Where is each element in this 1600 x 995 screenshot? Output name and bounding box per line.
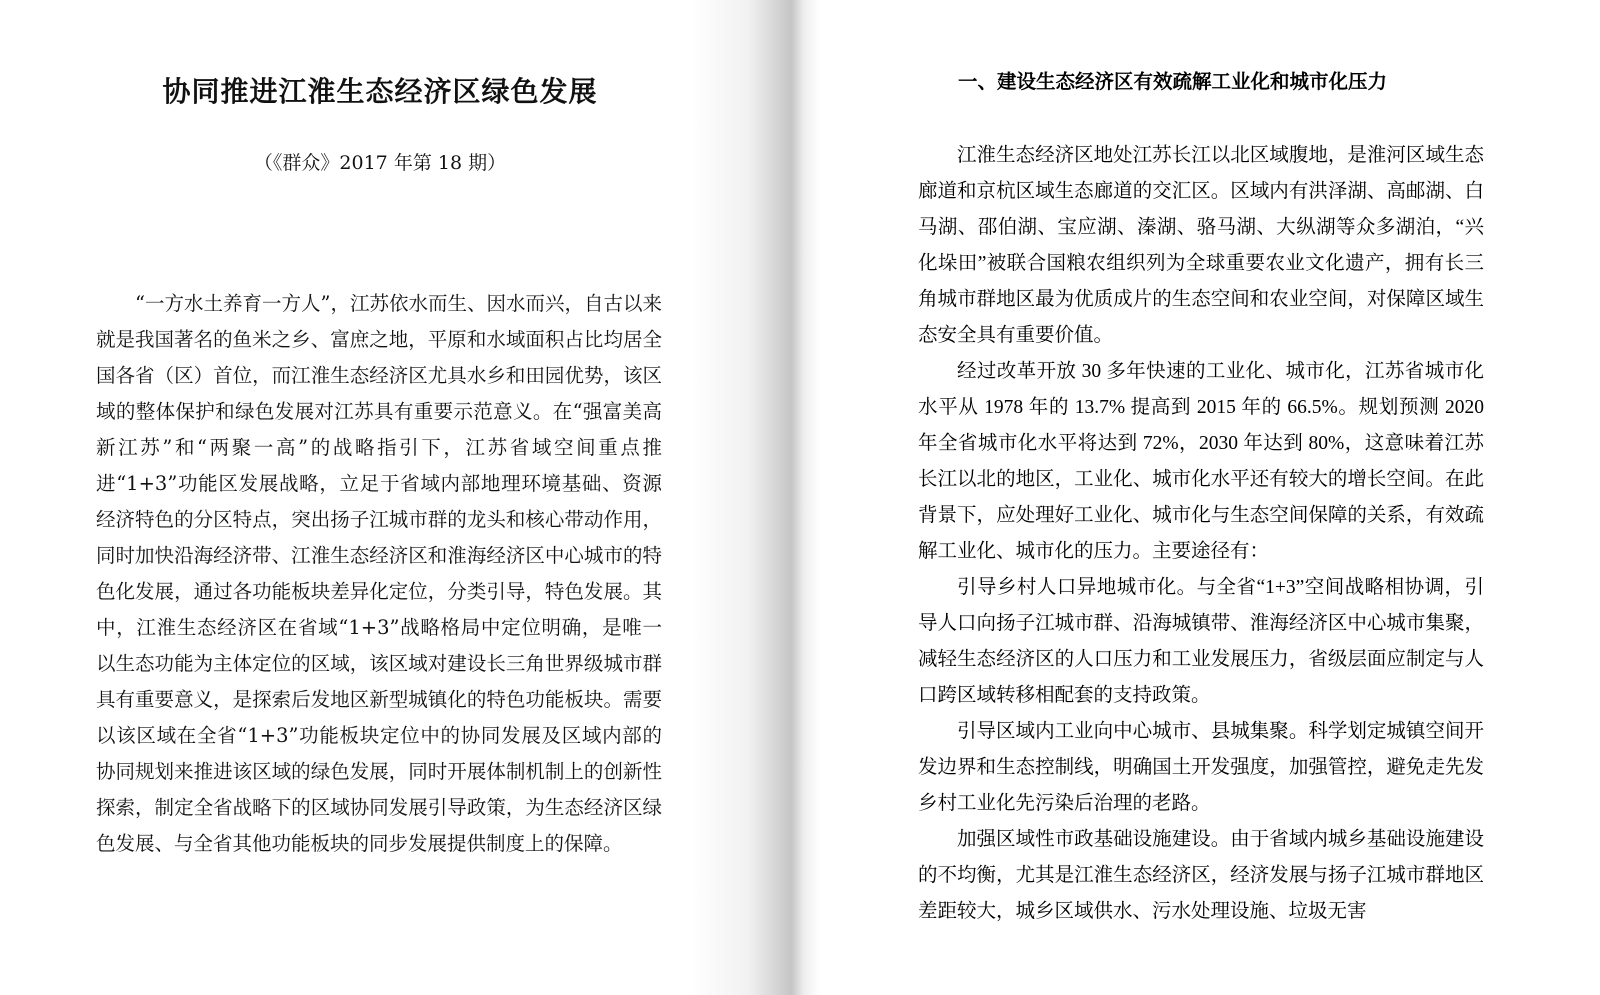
left-page <box>0 0 760 995</box>
section-heading: 一、建设生态经济区有效疏解工业化和城市化压力 <box>958 72 1388 93</box>
page-gutter-shadow <box>690 0 820 995</box>
paragraph: 引导乡村人口异地城市化。与全省“1+3”空间战略相协调，引导人口向扬子江城市群、沿海城镇带、淮海经济区中心城市集聚，减轻生态经济区的人口压力和工业发展压力，省级层面应制定与人口跨区域转移相配套的支持政策。 <box>918 577 1484 706</box>
paragraph: 江淮生态经济区地处江苏长江以北区域腹地，是淮河区域生态廊道和京杭区域生态廊道的交汇区。区域内有洪泽湖、高邮湖、白马湖、邵伯湖、宝应湖、溱湖、骆马湖、大纵湖等众多湖泊，“兴化垛田”被联合国粮农组织列为全球重要农业文化遗产，拥有长三角城市群地区最为优质成片的生态空间和农业空间，对保障区域生态安全具有重要价值。 <box>918 145 1484 346</box>
paragraph: 加强区域性市政基础设施建设。由于省域内城乡基础设施建设的不均衡，尤其是江淮生态经济区，经济发展与扬子江城市群地区差距较大，城乡区域供水、污水处理设施、垃圾无害 <box>918 829 1484 922</box>
article-title: 协同推进江淮生态经济区绿色发展 <box>162 75 598 108</box>
left-page-body <box>96 286 662 862</box>
paragraph: 经过改革开放 30 多年快速的工业化、城市化，江苏省城市化水平从 1978 年的 13.7% 提高到 2015 年的 66.5%。规划预测 2020 年全省城市化水平将达到 72%，2030 年达到 80%，这意味着江苏长江以北的地区，工业化、城市化水平还有较大的增长空间。在此背景下，应处理好工业化、城市化与生态空间保障的关系，有效疏解工业化、城市化的压力。主要途径有： <box>918 361 1484 562</box>
paragraph: “一方水土养育一方人”，江苏依水而生、因水而兴，自古以来就是我国著名的鱼米之乡、富庶之地，平原和水域面积占比均居全国各省（区）首位，而江淮生态经济区尤具水乡和田园优势，该区域的整体保护和绿色发展对江苏具有重要示范意义。在“强富美高新江苏”和“两聚一高”的战略指引下，江苏省域空间重点推进“1+3”功能区发展战略，立足于省域内部地理环境基础、资源经济特色的分区特点，突出扬子江城市群的龙头和核心带动作用，同时加快沿海经济带、江淮生态经济区和淮海经济区中心城市的特色化发展，通过各功能板块差异化定位，分类引导，特色发展。其中，江淮生态经济区在省域“1+3”战略格局中定位明确，是唯一以生态功能为主体定位的区域，该区域对建设长三角世界级城市群具有重要意义，是探索后发地区新型城镇化的特色功能板块。需要以该区域在全省“1+3”功能板块定位中的协同发展及区域内部的协同规划来推进该区域的绿色发展，同时开展体制机制上的创新性探索，制定全省战略下的区域协同发展引导政策，为生态经济区绿色发展、与全省其他功能板块的同步发展提供制度上的保障。 <box>96 292 662 855</box>
right-page-body <box>918 138 1484 930</box>
article-source: （《群众》2017 年第 18 期） <box>253 152 507 174</box>
paragraph: 引导区域内工业向中心城市、县城集聚。科学划定城镇空间开发边界和生态控制线，明确国土开发强度，加强管控，避免走先发乡村工业化先污染后治理的老路。 <box>918 721 1484 814</box>
